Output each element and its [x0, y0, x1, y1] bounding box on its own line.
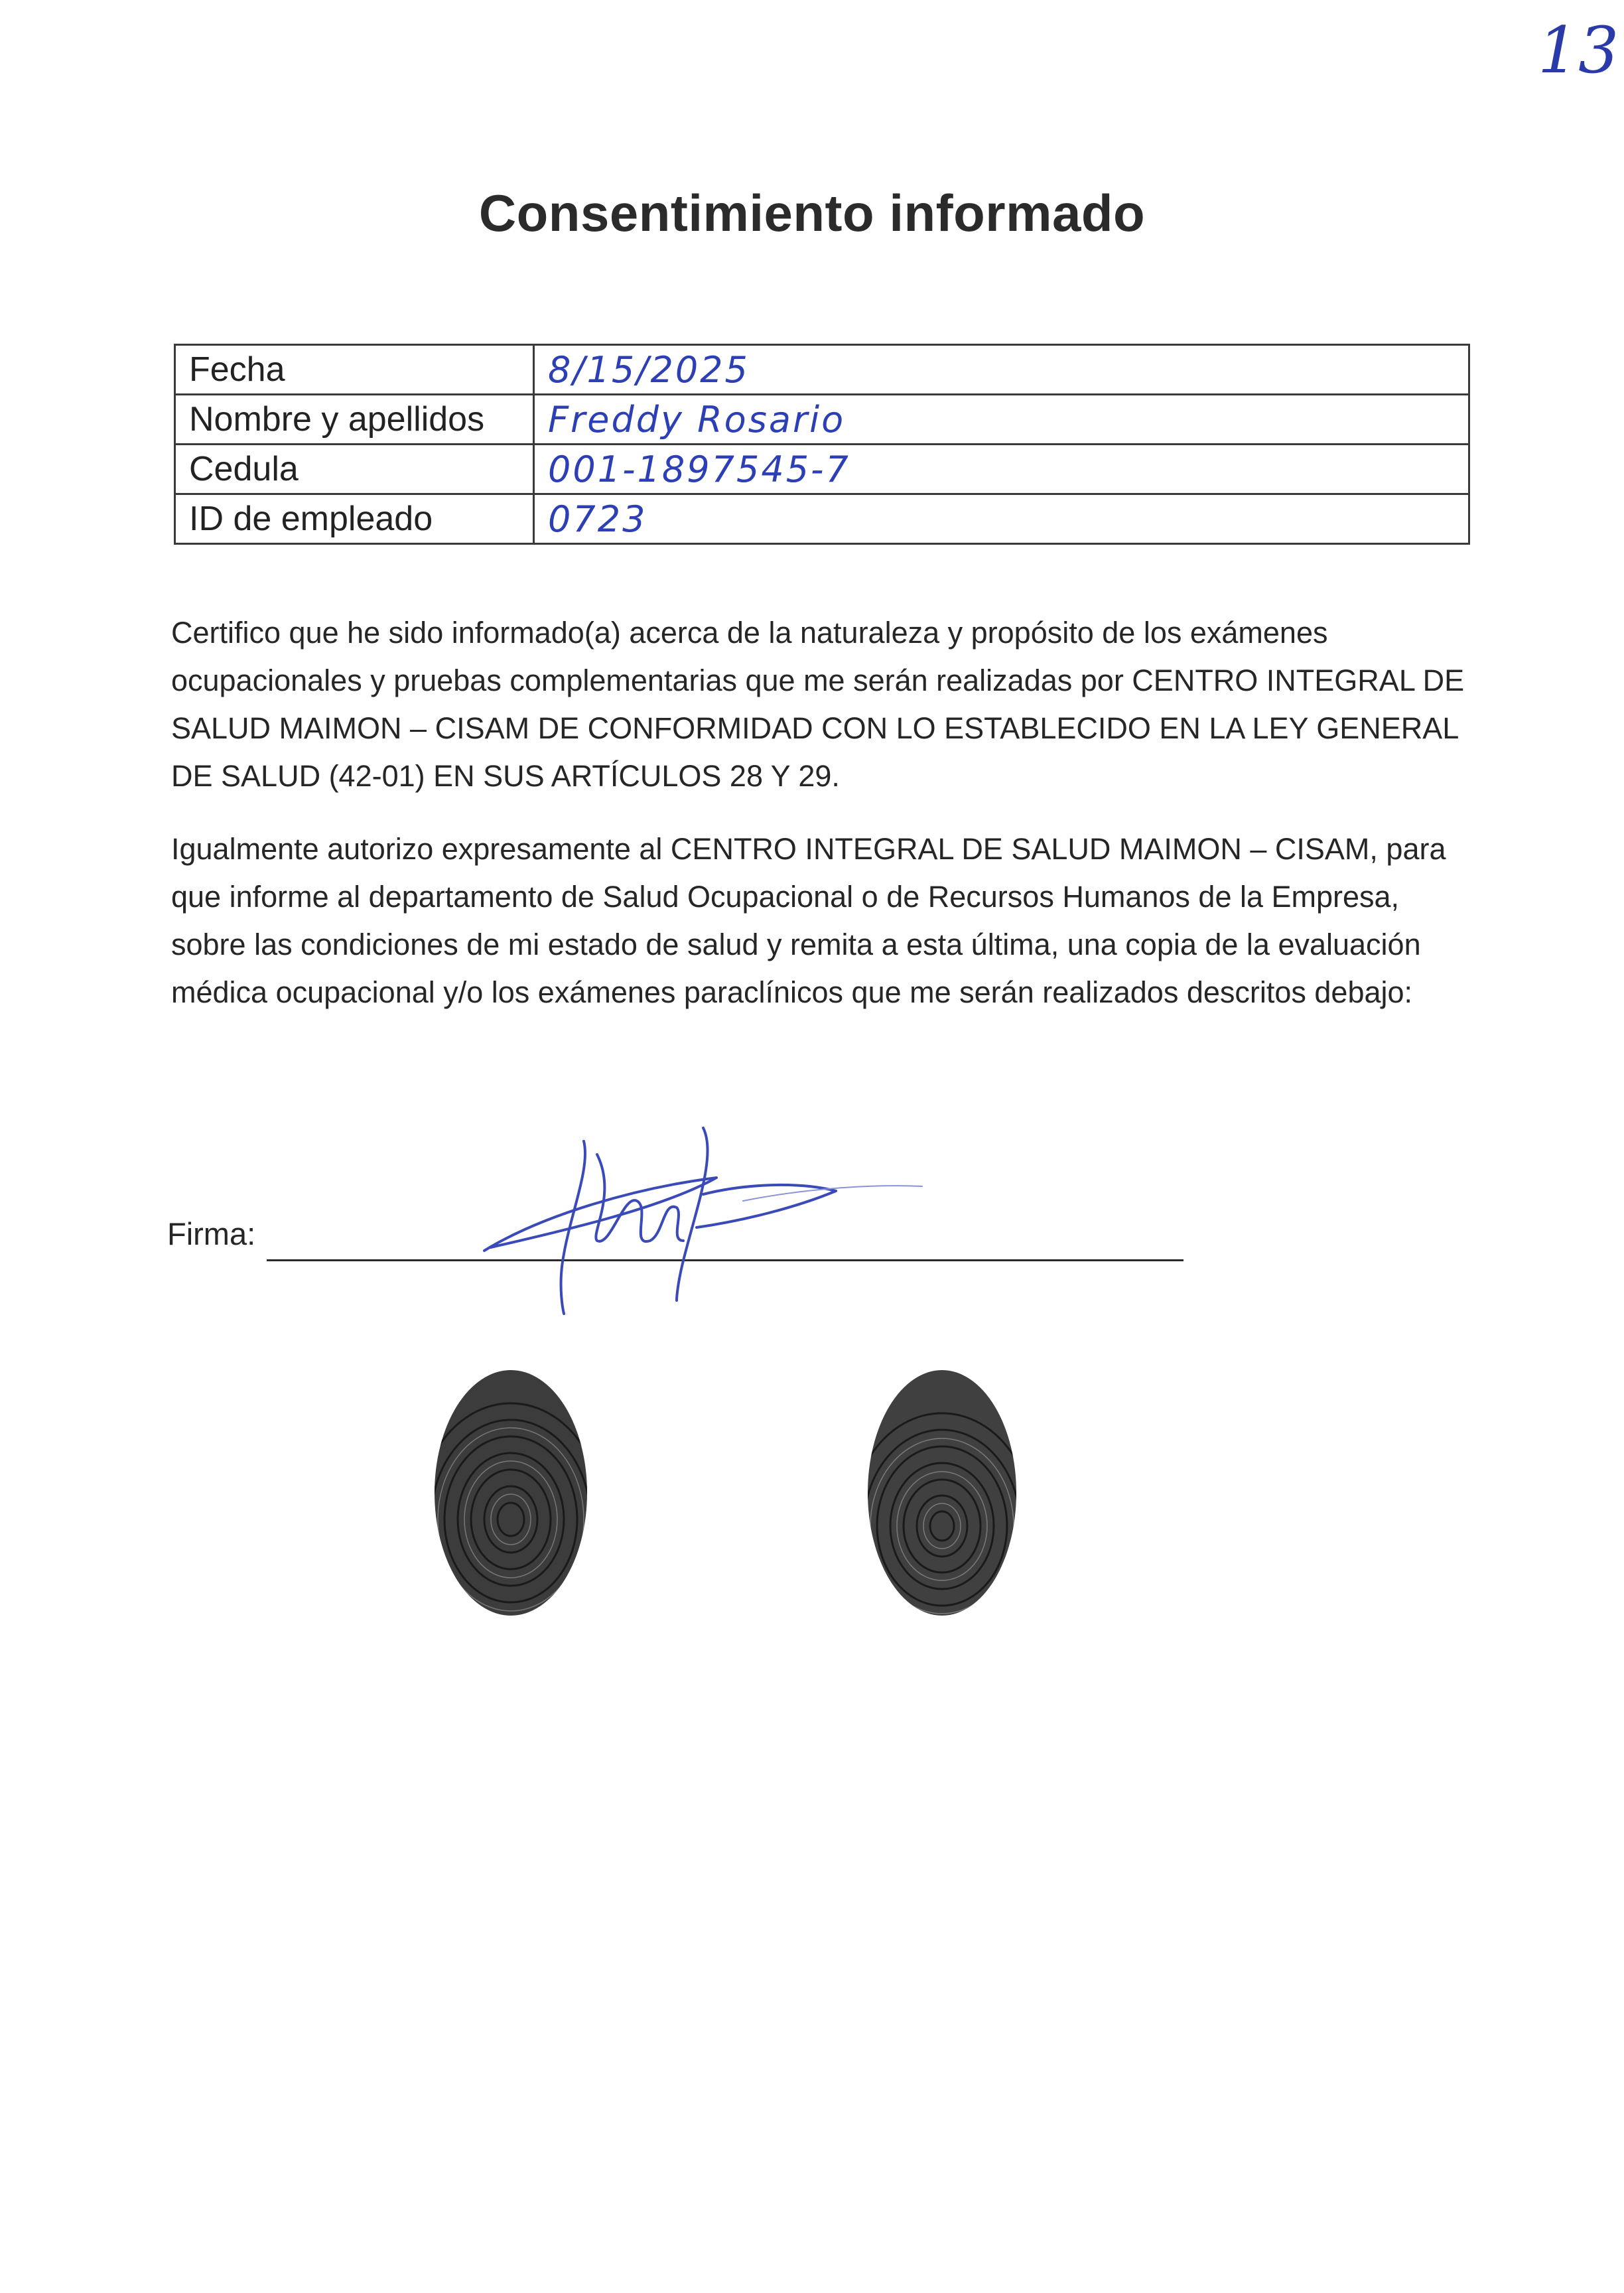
cedula-label: Cedula — [175, 445, 534, 494]
certification-paragraph: Certifico que he sido informado(a) acerca de la naturaleza y propósito de los exámenes ocupacionales y pruebas complementarias que me serán realizadas por CENTRO INTEGRAL DE SALUD MAIMON – CISAM DE CONFORMIDAD CON LO ESTABLECIDO EN LA LEY GENERAL DE SALUD (42-01) EN SUS ARTÍCULOS 28 Y 29. — [171, 616, 1465, 793]
fecha-value: 8/15/2025 — [534, 345, 1469, 395]
table-row-cedula — [175, 445, 1469, 494]
fingerprint-left-icon — [425, 1360, 597, 1626]
table-row-nombre — [175, 395, 1469, 445]
signature-label: Firma: — [167, 1216, 256, 1251]
document-title: Consentimiento informado — [478, 184, 1146, 242]
cedula-value: 001-1897545-7 — [534, 445, 1469, 494]
nombre-value: Freddy Rosario — [534, 395, 1469, 445]
fecha-label: Fecha — [175, 345, 534, 395]
fingerprint-right-icon — [856, 1360, 1028, 1626]
nombre-label: Nombre y apellidos — [175, 395, 534, 445]
authorization-paragraph: Igualmente autorizo expresamente al CENTRO INTEGRAL DE SALUD MAIMON – CISAM, para que informe al departamento de Salud Ocupacional o de Recursos Humanos de la Empresa, sobre las condiciones de mi estado de salud y remita a esta última, una copia de la evaluación médica ocupacional y/o los exámenes paraclínicos que me serán realizados descritos debajo: — [171, 832, 1446, 1009]
id-empleado-label: ID de empleado — [175, 494, 534, 544]
page-number: 13 — [1538, 13, 1619, 88]
id-empleado-value: 0723 — [534, 494, 1469, 544]
table-row-fecha — [175, 345, 1469, 395]
table-row-id-empleado — [175, 494, 1469, 544]
info-table — [174, 344, 1470, 545]
signature-scribble-icon — [464, 1115, 929, 1327]
